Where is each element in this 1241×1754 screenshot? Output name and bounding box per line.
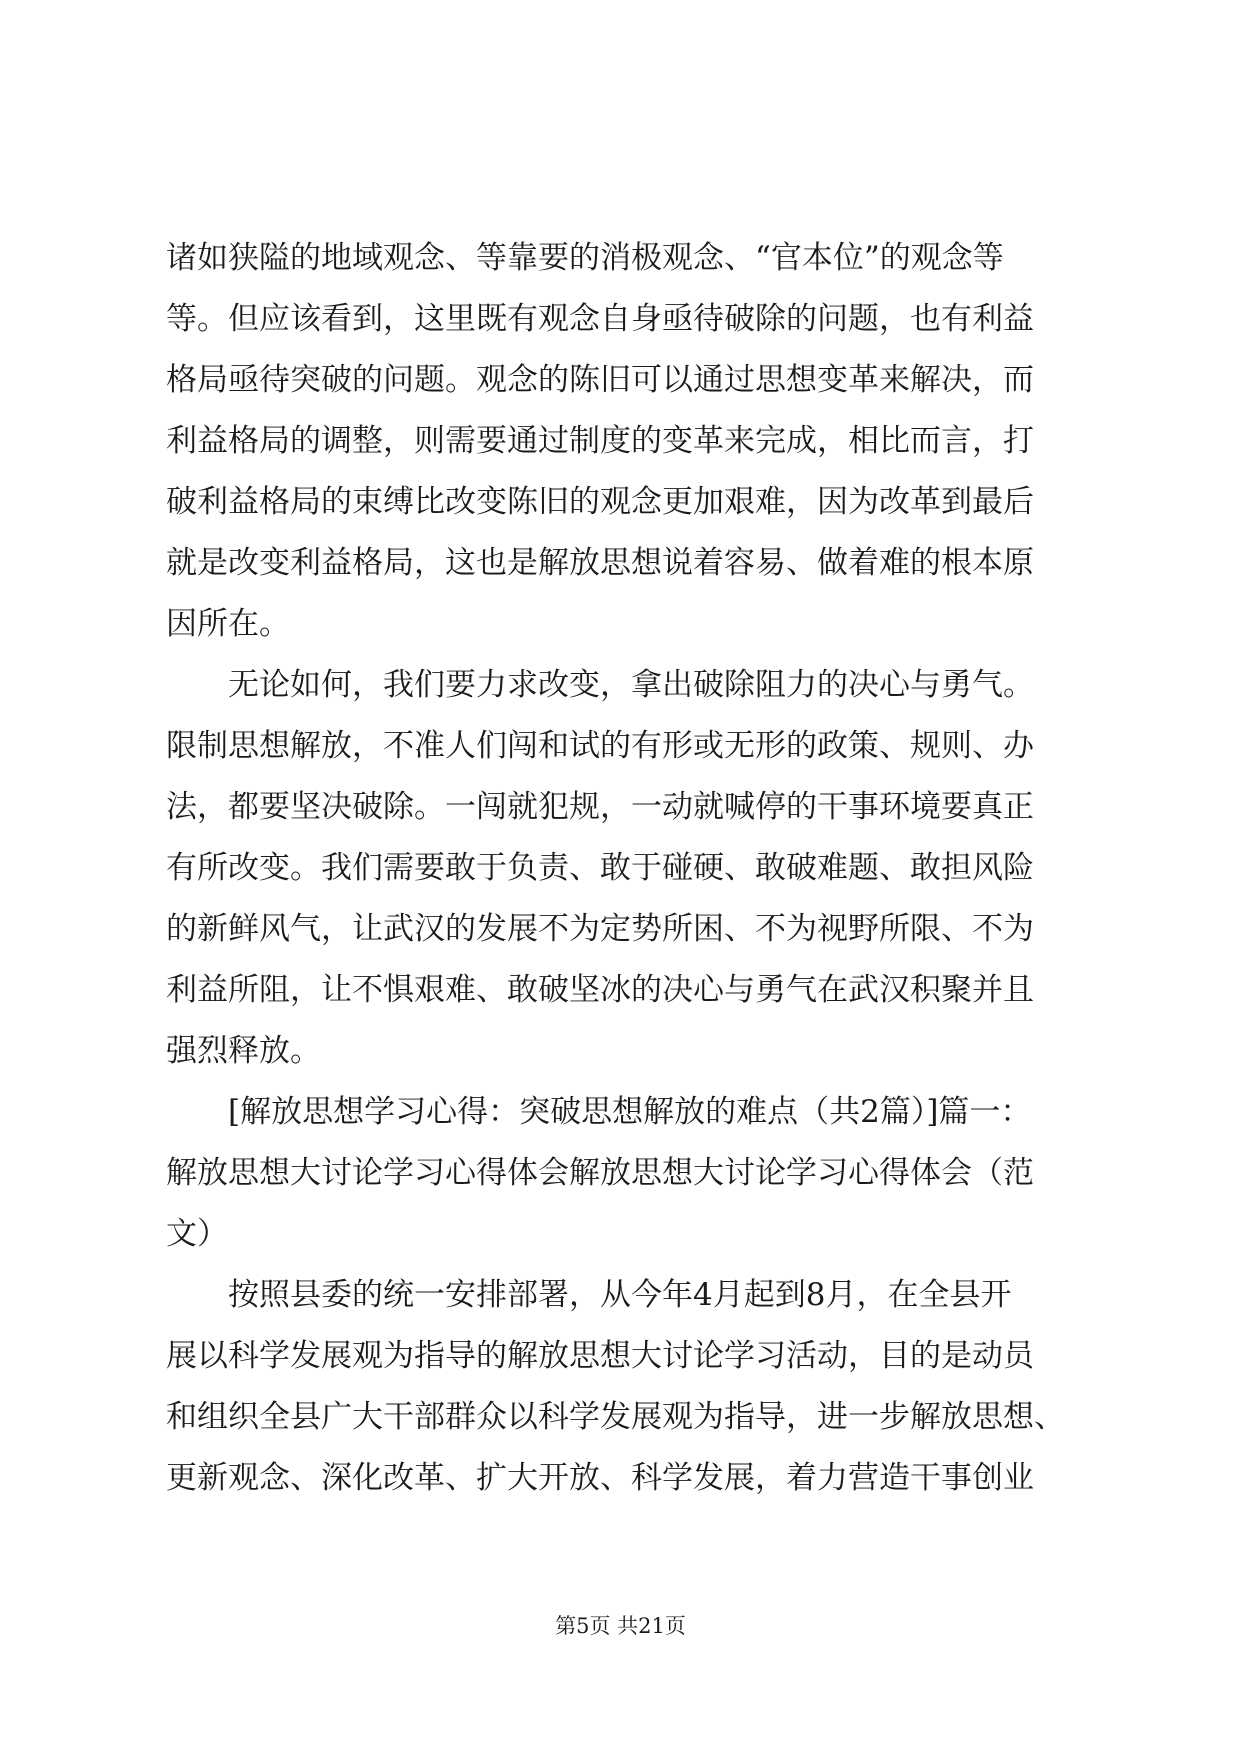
text-line: 展以科学发展观为指导的解放思想大讨论学习活动，目的是动员 [166,1338,1034,1374]
text-line: 更新观念、深化改革、扩大开放、科学发展，着力营造干事创业 [166,1460,1034,1496]
text-line: 诸如狭隘的地域观念、等靠要的消极观念、“官本位”的观念等 [166,240,1004,276]
text-line: 解放思想大讨论学习心得体会解放思想大讨论学习心得体会（范 [166,1155,1034,1191]
text-line: 因所在。 [166,606,290,642]
text-line: 就是改变利益格局，这也是解放思想说着容易、做着难的根本原 [166,545,1034,581]
text-line: 利益格局的调整，则需要通过制度的变革来完成，相比而言，打 [166,423,1034,459]
text-line: 文） [166,1216,228,1252]
text-line: 强烈释放。 [166,1033,321,1069]
text-line: 的新鲜风气，让武汉的发展不为定势所困、不为视野所限、不为 [166,911,1034,947]
text-line: 格局亟待突破的问题。观念的陈旧可以通过思想变革来解决，而 [166,362,1034,398]
text-line: 有所改变。我们需要敢于负责、敢于碰硬、敢破难题、敢担风险 [166,850,1034,886]
text-line: 限制思想解放，不准人们闯和试的有形或无形的政策、规则、办 [166,728,1034,764]
text-line: 等。但应该看到，这里既有观念自身亟待破除的问题，也有利益 [166,301,1034,337]
document-body [166,228,1086,1509]
text-line: 法，都要坚决破除。一闯就犯规，一动就喊停的干事环境要真正 [166,789,1034,825]
text-line: 破利益格局的束缚比改变陈旧的观念更加艰难，因为改革到最后 [166,484,1034,520]
text-line: [解放思想学习心得：突破思想解放的难点（共2篇）]篇一： [166,1094,1032,1130]
text-line: 和组织全县广大干部群众以科学发展观为指导，进一步解放思想、 [166,1399,1065,1435]
text-line: 按照县委的统一安排部署，从今年4月起到8月，在全县开 [166,1277,1012,1313]
page-number-footer: 第5页 共21页 [555,1614,686,1638]
text-line: 利益所阻，让不惧艰难、敢破坚冰的决心与勇气在武汉积聚并且 [166,972,1034,1008]
text-line: 无论如何，我们要力求改变，拿出破除阻力的决心与勇气。 [166,667,1034,703]
